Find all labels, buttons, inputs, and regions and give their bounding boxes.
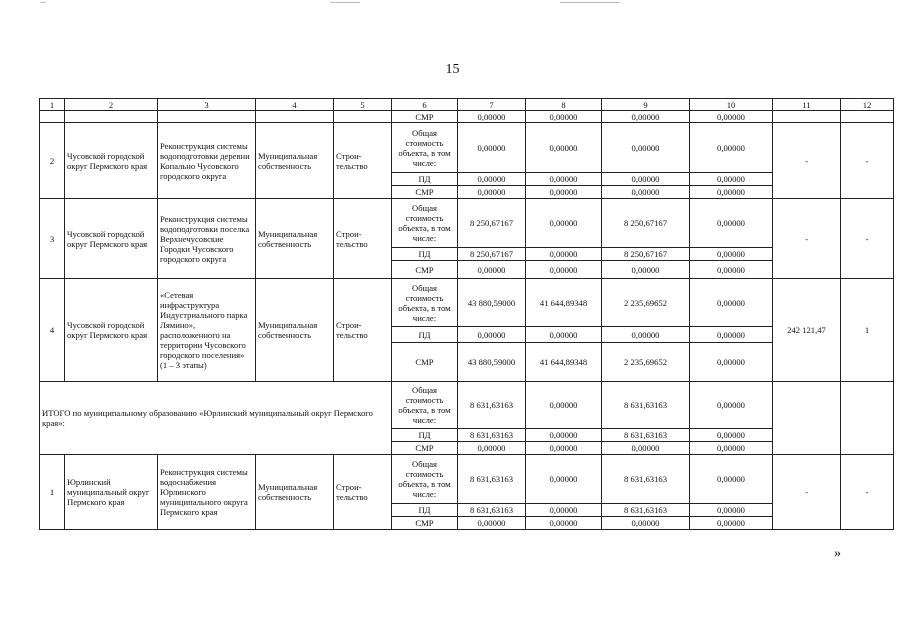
value-cell: 0,00000 [690, 382, 773, 429]
header-cell: 12 [841, 99, 894, 111]
header-cell: 8 [526, 99, 602, 111]
cost-type-cell: ПД [392, 327, 458, 343]
cost-type-cell: Общая стоимость объекта, в том числе: [392, 123, 458, 173]
work-type-cell: Строи-тельство [334, 199, 392, 279]
value-cell: 8 631,63163 [458, 382, 526, 429]
ownership-cell: Муниципальная собственность [256, 199, 334, 279]
work-type-cell: Строи-тельство [334, 279, 392, 382]
municipality-cell: Чусовской городской округ Пермского края [65, 199, 158, 279]
value-cell: 8 631,63163 [602, 455, 690, 504]
value-cell: 0,00000 [690, 173, 773, 186]
cost-type-cell: ПД [392, 173, 458, 186]
cost-type-cell: ПД [392, 429, 458, 442]
value-cell: 0,00000 [458, 442, 526, 455]
value-cell: 2 235,69652 [602, 343, 690, 382]
cost-type-cell: Общая стоимость объекта, в том числе: [392, 382, 458, 429]
municipality-cell: Чусовской городской округ Пермского края [65, 279, 158, 382]
cost-type-cell: СМР [392, 442, 458, 455]
continuation-mark: » [834, 546, 841, 561]
value-cell: 0,00000 [526, 455, 602, 504]
data-table [39, 98, 894, 530]
value-cell: 43 880,59000 [458, 343, 526, 382]
value-cell: 0,00000 [458, 517, 526, 530]
scan-edge-mark [40, 2, 46, 3]
cost-type-cell: СМР [392, 186, 458, 199]
header-cell: 7 [458, 99, 526, 111]
object-cell: «Сетевая инфраструктура Индустриального парка Лямино», расположенного на территории Чусовского городского поселения» (1 – 3 этапы) [158, 279, 256, 382]
value-cell: 0,00000 [526, 382, 602, 429]
value-cell: 0,00000 [602, 173, 690, 186]
value-cell: 41 644,89348 [526, 343, 602, 382]
value-cell: 8 250,67167 [602, 199, 690, 248]
value-cell: 0,00000 [690, 327, 773, 343]
value-cell: 0,00000 [458, 173, 526, 186]
value-cell: 8 631,63163 [602, 429, 690, 442]
value-cell: 0,00000 [690, 517, 773, 530]
header-cell: 11 [773, 99, 841, 111]
value-cell: 0,00000 [526, 261, 602, 279]
value-cell: 0,00000 [690, 455, 773, 504]
object-cell: Реконструкция системы водоснабжения Юрлинского муниципального округа Пермского края [158, 455, 256, 530]
ownership-cell: Муниципальная собственность [256, 279, 334, 382]
municipality-cell: Чусовской городской округ Пермского края [65, 123, 158, 199]
value-cell: 0,00000 [602, 111, 690, 123]
value-cell: 8 631,63163 [602, 382, 690, 429]
value-cell: 0,00000 [602, 442, 690, 455]
header-cell: 2 [65, 99, 158, 111]
value-cell: 8 631,63163 [458, 429, 526, 442]
value-cell: 0,00000 [690, 429, 773, 442]
value-cell: 0,00000 [526, 173, 602, 186]
page-number: 15 [445, 62, 460, 77]
row-number: 2 [40, 123, 65, 199]
table-row [40, 455, 894, 504]
header-cell: 1 [40, 99, 65, 111]
work-type-cell: Строи-тельство [334, 123, 392, 199]
itogo-label: ИТОГО по муниципальному образованию «Юрлинский муниципальный округ Пермского края»: [40, 382, 392, 455]
cost-type-cell: СМР [392, 343, 458, 382]
value-cell: - [841, 123, 894, 199]
value-cell: 0,00000 [458, 186, 526, 199]
work-type-cell: Строи-тельство [334, 455, 392, 530]
cost-type-cell: СМР [392, 111, 458, 123]
value-cell: 1 [841, 279, 894, 382]
value-cell: 0,00000 [690, 504, 773, 517]
object-cell: Реконструкция системы водоподготовки деревни Копально Чусовского городского округа [158, 123, 256, 199]
header-cell: 5 [334, 99, 392, 111]
scan-edge-mark [560, 2, 620, 3]
row-number: 1 [40, 455, 65, 530]
value-cell: 0,00000 [690, 343, 773, 382]
value-cell: 0,00000 [690, 199, 773, 248]
header-cell: 6 [392, 99, 458, 111]
table-row [40, 279, 894, 327]
table-row [40, 382, 894, 429]
value-cell: 0,00000 [602, 327, 690, 343]
value-cell: 0,00000 [526, 429, 602, 442]
cost-type-cell: ПД [392, 504, 458, 517]
scan-edge-mark [330, 2, 360, 3]
value-cell: 0,00000 [526, 517, 602, 530]
header-cell: 10 [690, 99, 773, 111]
value-cell: 43 880,59000 [458, 279, 526, 327]
value-cell: 8 250,67167 [458, 199, 526, 248]
value-cell: 0,00000 [602, 123, 690, 173]
value-cell: 0,00000 [690, 111, 773, 123]
value-cell: 0,00000 [526, 248, 602, 261]
value-cell: 0,00000 [458, 111, 526, 123]
value-cell: 0,00000 [526, 504, 602, 517]
value-cell: 8 250,67167 [602, 248, 690, 261]
value-cell: - [773, 199, 841, 279]
value-cell: 0,00000 [602, 186, 690, 199]
value-cell: 0,00000 [690, 123, 773, 173]
value-cell: 0,00000 [458, 261, 526, 279]
municipality-cell: Юрлинский муниципальный округ Пермского края [65, 455, 158, 530]
value-cell: 242 121,47 [773, 279, 841, 382]
value-cell: - [773, 123, 841, 199]
cost-type-cell: ПД [392, 248, 458, 261]
value-cell: 0,00000 [690, 279, 773, 327]
value-cell: 8 631,63163 [458, 504, 526, 517]
value-cell: - [841, 199, 894, 279]
header-cell: 4 [256, 99, 334, 111]
value-cell: 2 235,69652 [602, 279, 690, 327]
table-row [40, 199, 894, 248]
value-cell: 8 250,67167 [458, 248, 526, 261]
value-cell: 0,00000 [526, 123, 602, 173]
object-cell: Реконструкция системы водоподготовки поселка Верхнечусовские Городки Чусовского городского округа [158, 199, 256, 279]
value-cell: 0,00000 [526, 442, 602, 455]
value-cell: 0,00000 [526, 327, 602, 343]
value-cell: 0,00000 [690, 186, 773, 199]
row-number: 3 [40, 199, 65, 279]
table-row [40, 123, 894, 173]
ownership-cell: Муниципальная собственность [256, 455, 334, 530]
header-row [40, 99, 894, 111]
value-cell: 8 631,63163 [458, 455, 526, 504]
cost-type-cell: СМР [392, 517, 458, 530]
ownership-cell: Муниципальная собственность [256, 123, 334, 199]
value-cell: 0,00000 [690, 442, 773, 455]
value-cell: 0,00000 [458, 327, 526, 343]
table-row [40, 111, 894, 123]
value-cell: 0,00000 [602, 517, 690, 530]
value-cell: 41 644,89348 [526, 279, 602, 327]
cost-type-cell: Общая стоимость объекта, в том числе: [392, 455, 458, 504]
header-cell: 9 [602, 99, 690, 111]
value-cell: 8 631,63163 [602, 504, 690, 517]
row-number: 4 [40, 279, 65, 382]
value-cell: 0,00000 [690, 261, 773, 279]
header-cell: 3 [158, 99, 256, 111]
cost-type-cell: Общая стоимость объекта, в том числе: [392, 199, 458, 248]
value-cell: 0,00000 [526, 111, 602, 123]
value-cell: 0,00000 [526, 199, 602, 248]
cost-type-cell: СМР [392, 261, 458, 279]
value-cell: 0,00000 [458, 123, 526, 173]
value-cell: - [841, 455, 894, 530]
value-cell: 0,00000 [526, 186, 602, 199]
value-cell: 0,00000 [690, 248, 773, 261]
value-cell: 0,00000 [602, 261, 690, 279]
value-cell: - [773, 455, 841, 530]
cost-type-cell: Общая стоимость объекта, в том числе: [392, 279, 458, 327]
